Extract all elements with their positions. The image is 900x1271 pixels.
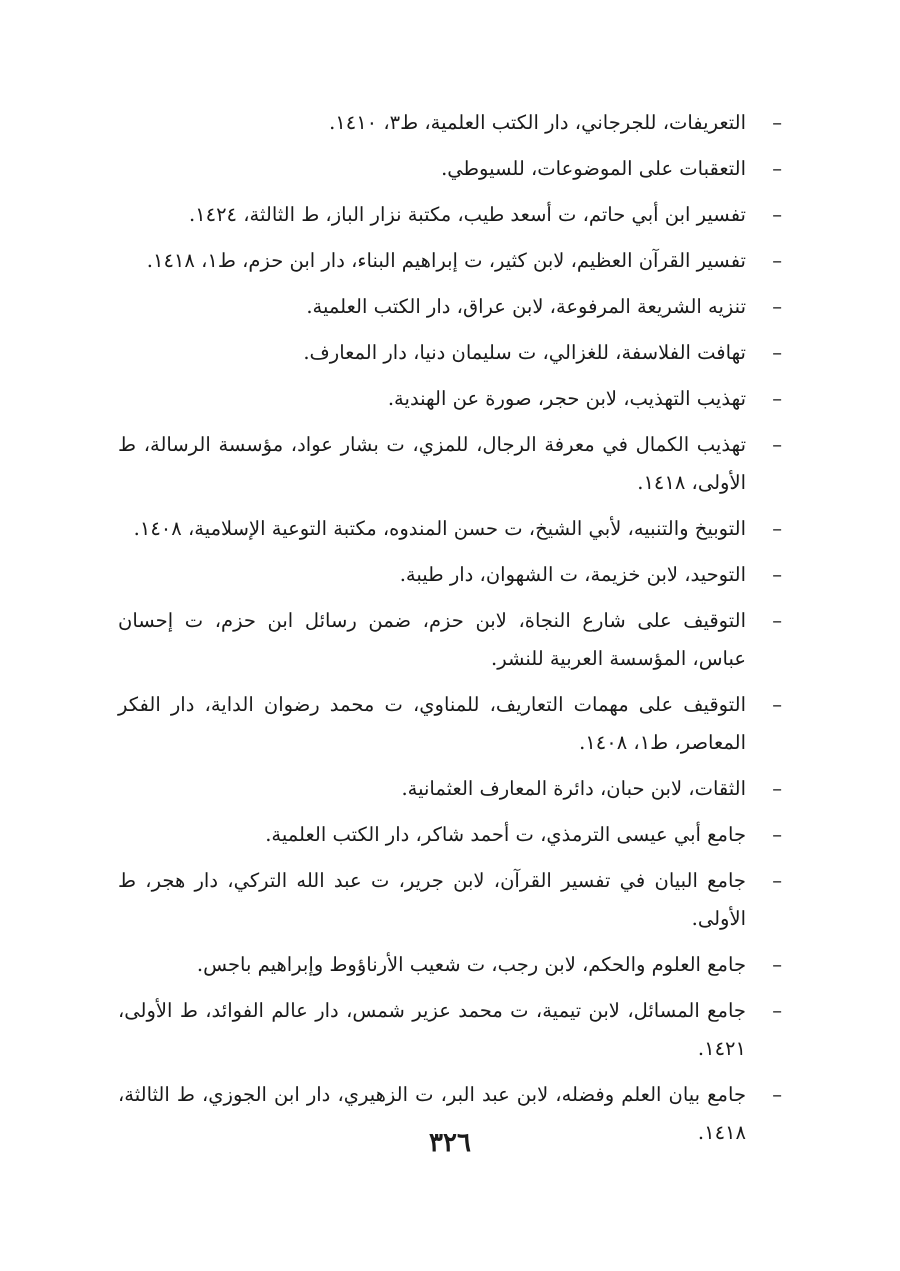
bibliography-entry-text: التوقيف على شارع النجاة، لابن حزم، ضمن رسائل ابن حزم، ت إحسان عباس، المؤسسة العربية للنشر. <box>118 609 746 670</box>
list-dash: – <box>772 295 782 318</box>
bibliography-entry-text: تنزيه الشريعة المرفوعة، لابن عراق، دار الكتب العلمية. <box>306 295 746 318</box>
list-dash: – <box>772 387 782 410</box>
list-dash: – <box>772 203 782 226</box>
bibliography-entry-text: جامع أبي عيسى الترمذي، ت أحمد شاكر، دار الكتب العلمية. <box>265 823 746 846</box>
bibliography-entry <box>118 992 782 1068</box>
bibliography-entry <box>118 334 782 372</box>
bibliography-entry-text: التوحيد، لابن خزيمة، ت الشهوان، دار طيبة. <box>399 563 746 586</box>
page-number: ٣٢٦ <box>429 1128 471 1158</box>
bibliography-entry <box>118 150 782 188</box>
bibliography-entry-text: التوقيف على مهمات التعاريف، للمناوي، ت محمد رضوان الداية، دار الفكر المعاصر، ط١، ١٤٠٨. <box>118 693 746 754</box>
list-dash: – <box>772 111 782 134</box>
bibliography-entry <box>118 380 782 418</box>
bibliography-entry-text: تهذيب التهذيب، لابن حجر، صورة عن الهندية. <box>387 387 746 410</box>
list-dash: – <box>772 777 782 800</box>
bibliography-entry-text: جامع العلوم والحكم، لابن رجب، ت شعيب الأرناؤوط وإبراهيم باجس. <box>196 953 746 976</box>
list-dash: – <box>772 563 782 586</box>
bibliography-entry-text: جامع المسائل، لابن تيمية، ت محمد عزير شمس، دار عالم الفوائد، ط الأولى، ١٤٢١. <box>118 999 746 1060</box>
bibliography-entry-text: تفسير ابن أبي حاتم، ت أسعد طيب، مكتبة نزار الباز، ط الثالثة، ١٤٢٤. <box>188 203 746 226</box>
bibliography-list <box>118 104 782 1160</box>
list-dash: – <box>772 823 782 846</box>
bibliography-entry <box>118 556 782 594</box>
bibliography-entry-text: جامع البيان في تفسير القرآن، لابن جرير، ت عبد الله التركي، دار هجر، ط الأولى. <box>118 869 746 930</box>
bibliography-entry <box>118 862 782 938</box>
list-dash: – <box>772 693 782 716</box>
bibliography-entry <box>118 196 782 234</box>
list-dash: – <box>772 249 782 272</box>
bibliography-entry <box>118 816 782 854</box>
bibliography-entry-text: التعقبات على الموضوعات، للسيوطي. <box>441 157 746 180</box>
bibliography-entry-text: تهذيب الكمال في معرفة الرجال، للمزي، ت بشار عواد، مؤسسة الرسالة، ط الأولى، ١٤١٨. <box>118 433 746 494</box>
bibliography-entry-text: التعريفات، للجرجاني، دار الكتب العلمية، ط٣، ١٤١٠. <box>329 111 746 134</box>
bibliography-entry <box>118 288 782 326</box>
list-dash: – <box>772 609 782 632</box>
list-dash: – <box>772 953 782 976</box>
bibliography-entry <box>118 946 782 984</box>
bibliography-entry <box>118 104 782 142</box>
bibliography-entry-text: الثقات، لابن حبان، دائرة المعارف العثمانية. <box>401 777 746 800</box>
bibliography-entry <box>118 510 782 548</box>
bibliography-entry <box>118 602 782 678</box>
list-dash: – <box>772 1083 782 1106</box>
bibliography-entry-text: جامع بيان العلم وفضله، لابن عبد البر، ت الزهيري، دار ابن الجوزي، ط الثالثة، ١٤١٨. <box>118 1083 746 1144</box>
list-dash: – <box>772 341 782 364</box>
bibliography-entry-text: تهافت الفلاسفة، للغزالي، ت سليمان دنيا، دار المعارف. <box>303 341 746 364</box>
bibliography-entry <box>118 686 782 762</box>
bibliography-entry-text: تفسير القرآن العظيم، لابن كثير، ت إبراهيم البناء، دار ابن حزم، ط١، ١٤١٨. <box>146 249 746 272</box>
list-dash: – <box>772 433 782 456</box>
bibliography-entry <box>118 426 782 502</box>
bibliography-entry <box>118 770 782 808</box>
bibliography-entry-text: التوبيخ والتنبيه، لأبي الشيخ، ت حسن المندوه، مكتبة التوعية الإسلامية، ١٤٠٨. <box>133 517 746 540</box>
list-dash: – <box>772 999 782 1022</box>
list-dash: – <box>772 517 782 540</box>
list-dash: – <box>772 157 782 180</box>
bibliography-entry <box>118 242 782 280</box>
list-dash: – <box>772 869 782 892</box>
